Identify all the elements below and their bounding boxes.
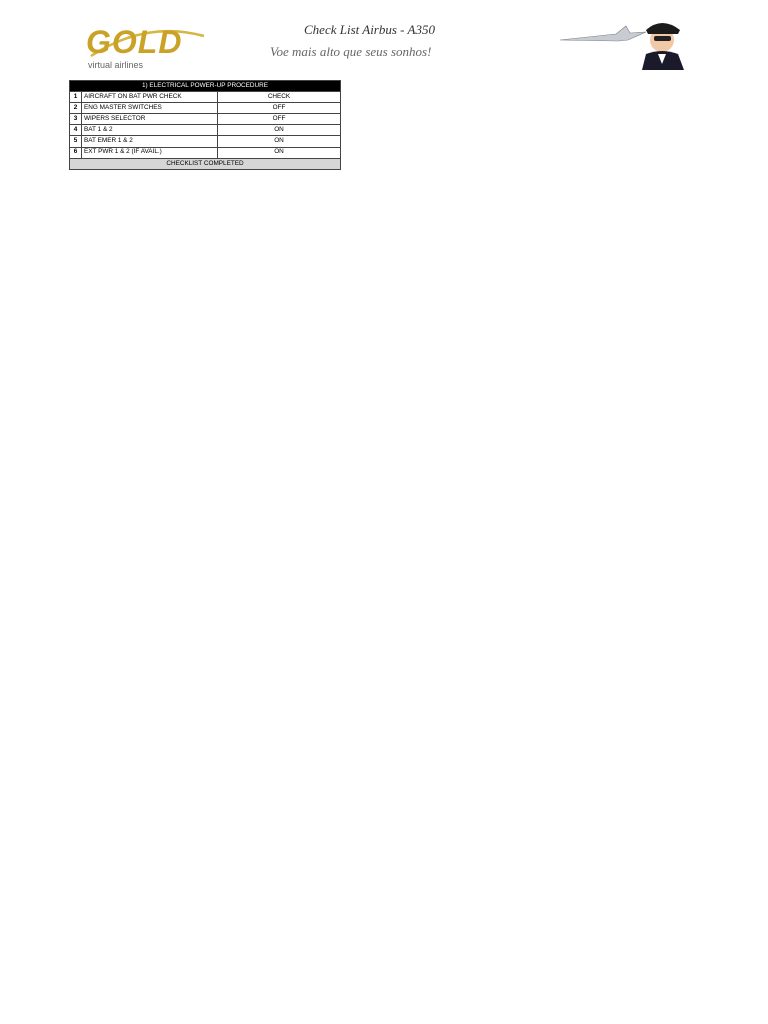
- step-action: ON: [218, 136, 341, 147]
- step-item: AIRCRAFT ON BAT PWR CHECK: [82, 92, 218, 103]
- gold-logo: [86, 24, 206, 76]
- step-item: WIPERS SELECTOR: [82, 114, 218, 125]
- pilot-illustration-icon: [556, 14, 696, 70]
- step-item: ENG MASTER SWITCHES: [82, 103, 218, 114]
- logo-subtitle: virtual airlines: [88, 60, 144, 70]
- checklist-completed: CHECKLIST COMPLETED: [70, 158, 341, 169]
- step-action: ON: [218, 125, 341, 136]
- checklist-title: 1) ELECTRICAL POWER-UP PROCEDURE: [70, 81, 341, 92]
- checklist-electrical-power-up: [69, 80, 341, 170]
- step-number: 6: [70, 147, 82, 158]
- logo-text: GOLD: [86, 24, 183, 60]
- checklist-row: [70, 125, 341, 136]
- step-number: 5: [70, 136, 82, 147]
- page-header: [0, 0, 768, 78]
- step-number: 4: [70, 125, 82, 136]
- step-action: CHECK: [218, 92, 341, 103]
- step-item: BAT EMER 1 & 2: [82, 136, 218, 147]
- step-number: 3: [70, 114, 82, 125]
- checklist-row: [70, 103, 341, 114]
- step-action: OFF: [218, 114, 341, 125]
- checklist-row: [70, 114, 341, 125]
- step-number: 2: [70, 103, 82, 114]
- step-item: EXT PWR 1 & 2 (IF AVAIL.): [82, 147, 218, 158]
- step-action: OFF: [218, 103, 341, 114]
- step-item: BAT 1 & 2: [82, 125, 218, 136]
- page-title: Check List Airbus - A350: [304, 22, 435, 37]
- step-action: ON: [218, 147, 341, 158]
- checklist-row: [70, 92, 341, 103]
- step-number: 1: [70, 92, 82, 103]
- checklist-row: [70, 136, 341, 147]
- page-slogan: Voe mais alto que seus sonhos!: [270, 44, 432, 59]
- checklist-row: [70, 147, 341, 158]
